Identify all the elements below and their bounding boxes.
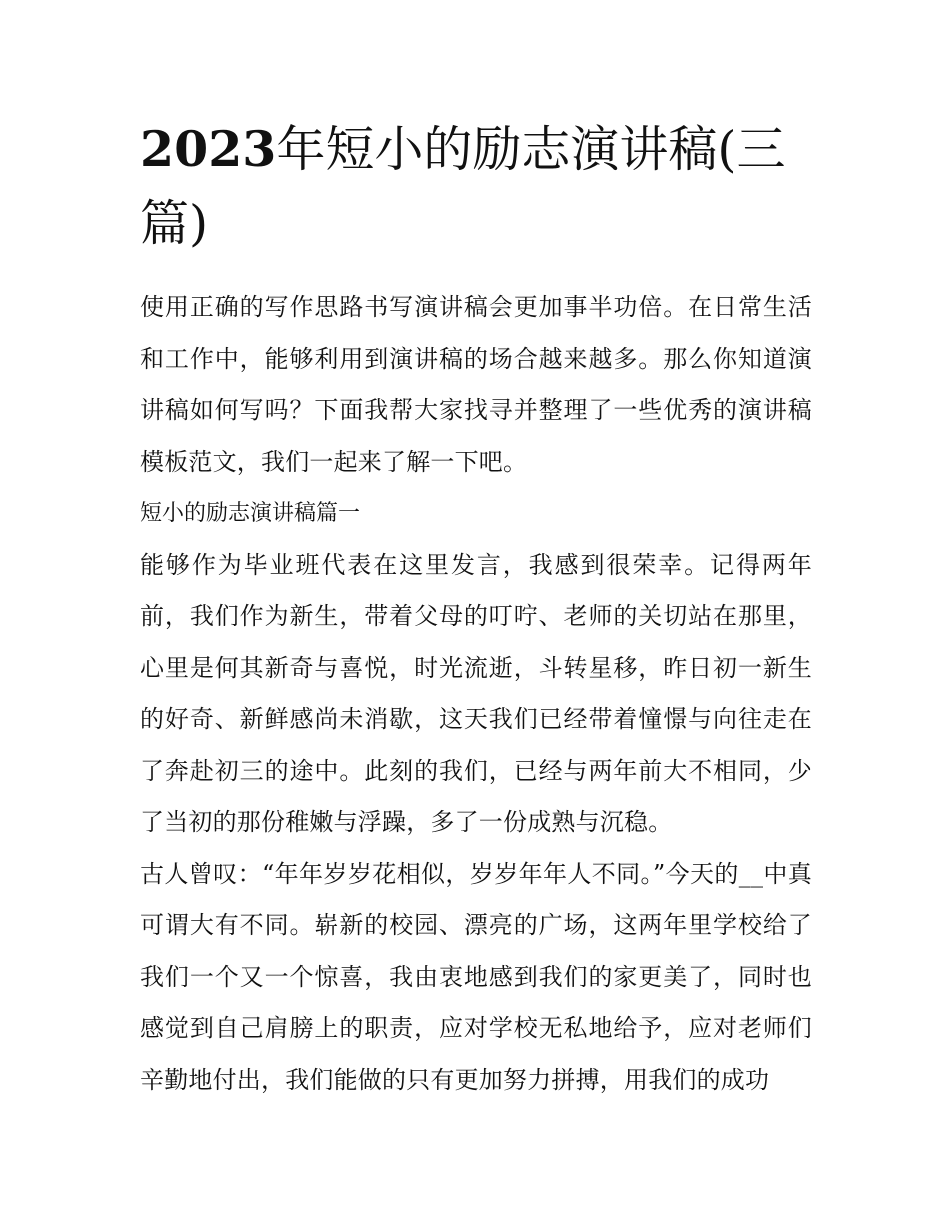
document-body (140, 282, 812, 1106)
section-heading: 短小的励志演讲稿篇一 (140, 501, 361, 526)
body-paragraph-1: 能够作为毕业班代表在这里发言，我感到很荣幸。记得两年前，我们作为新生，带着父母的叮咛、老师的关切站在那里，心里是何其新奇与喜悦，时光流逝，斗转星移，昨日初一新生的好奇、新鲜感尚未消歇，这天我们已经带着憧憬与向往走在了奔赴初三的途中。此刻的我们，已经与两年前大不相同，少了当初的那份稚嫩与浮躁，多了一份成熟与沉稳。 (140, 550, 812, 836)
body-paragraph-2: 古人曾叹：“年年岁岁花相似，岁岁年年人不同。”今天的__中真可谓大有不同。崭新的校园、漂亮的广场，这两年里学校给了我们一个又一个惊喜，我由衷地感到我们的家更美了，同时也感觉到自己肩膀上的职责，应对学校无私地给予，应对老师们辛勤地付出，我们能做的只有更加努力拼搏，用我们的成功 (140, 859, 812, 1094)
title-year: 2023 (140, 120, 277, 178)
intro-paragraph: 使用正确的写作思路书写演讲稿会更加事半功倍。在日常生活和工作中，能够利用到演讲稿的场合越来越多。那么你知道演讲稿如何写吗？下面我帮大家找寻并整理了一些优秀的演讲稿模板范文，我们一起来了解一下吧。 (140, 293, 812, 476)
document-title (140, 112, 820, 261)
title-text: 年短小的励志演讲稿(三篇) (140, 121, 786, 252)
